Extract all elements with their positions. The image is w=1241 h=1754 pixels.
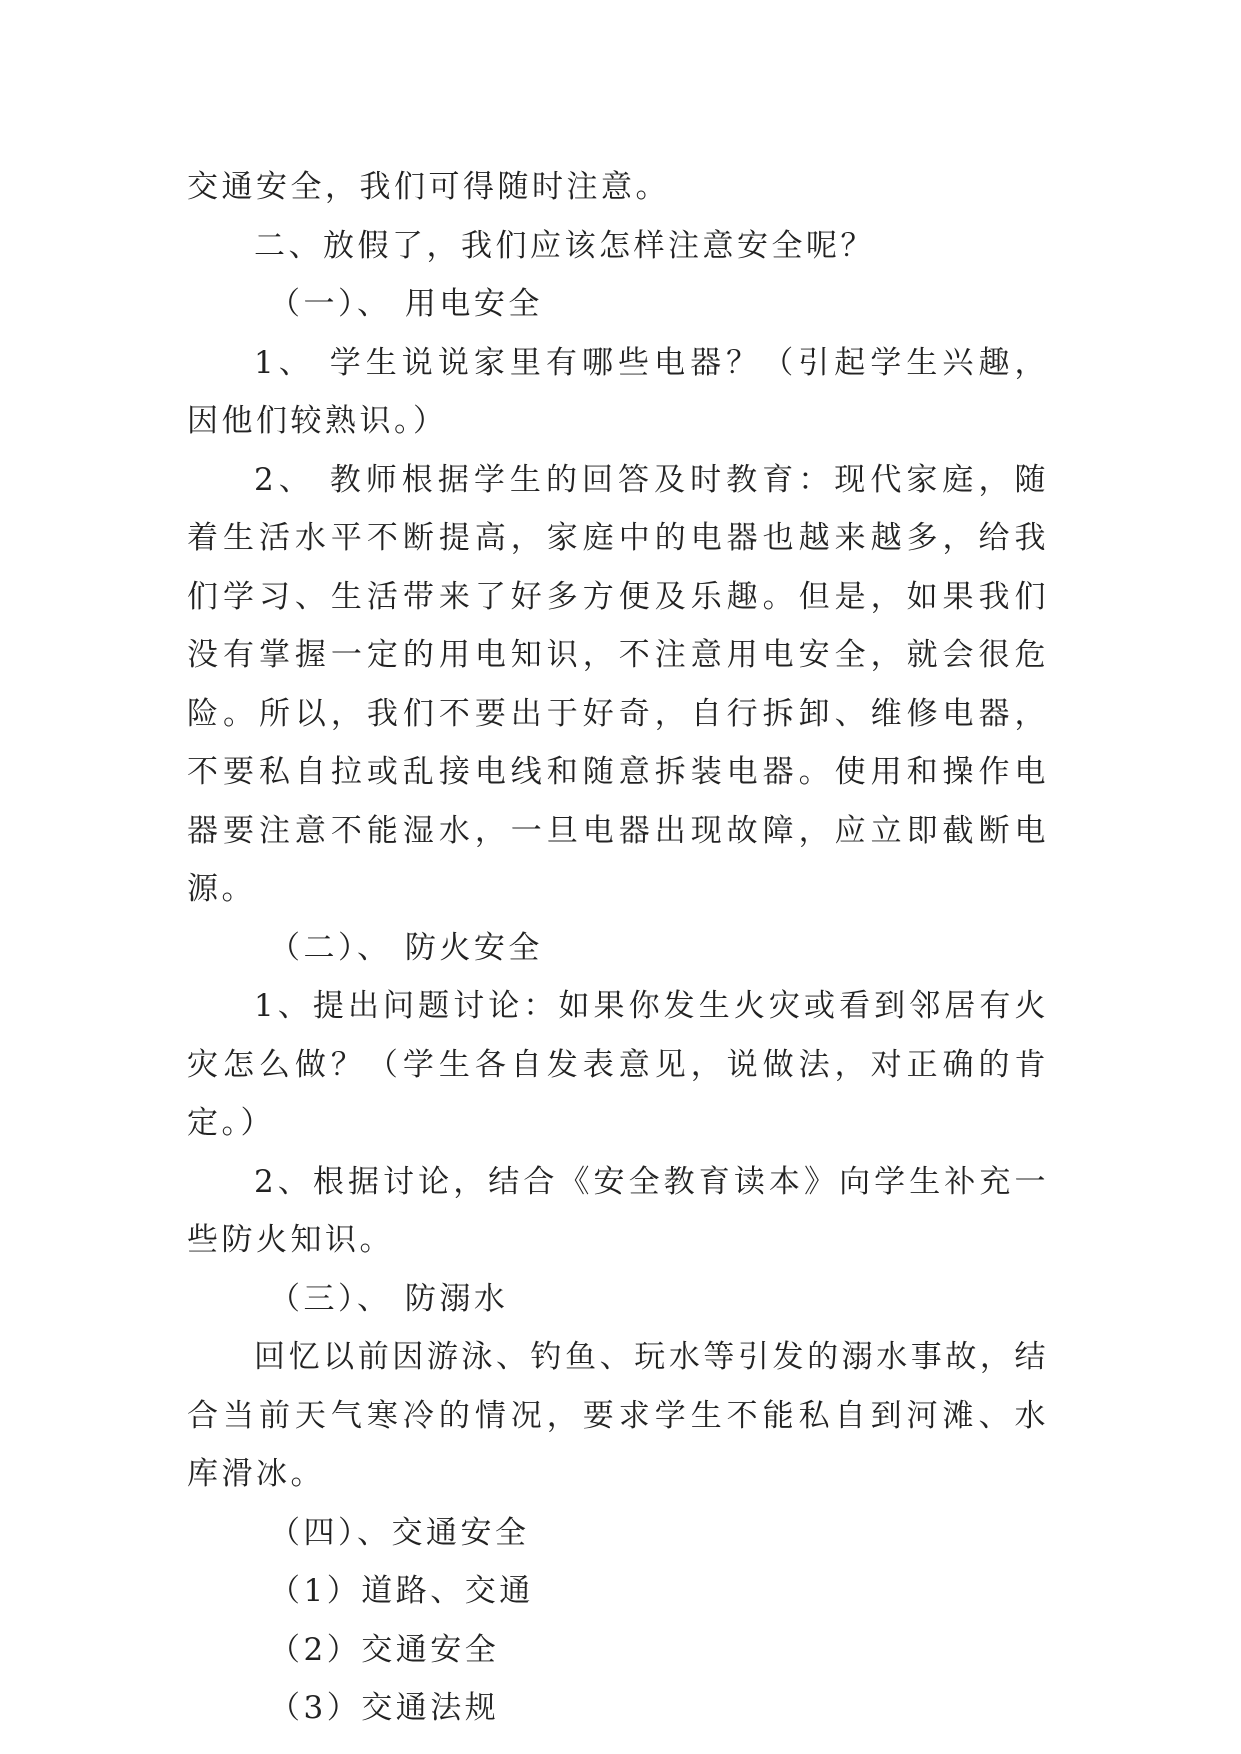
- subheading-fire-safety: （二）、 防火安全: [269, 929, 543, 966]
- list-item-traffic-safety: （2）交通安全: [269, 1631, 500, 1668]
- paragraph-drowning: 回忆以前因游泳、钓鱼、玩水等引发的溺水事故，结合当前天气寒冷的情况，要求学生不能私自到河滩、水库滑冰。: [187, 1339, 1049, 1492]
- list-item-roads-traffic: （1）道路、交通: [269, 1573, 534, 1609]
- paragraph-continued: 交通安全，我们可得随时注意。: [187, 169, 670, 205]
- paragraph-fire-item-1: 1、提出问题讨论：如果你发生火灾或看到邻居有火灾怎么做？（学生各自发表意见，说做法，对正确的肯定。）: [187, 988, 1049, 1141]
- list-item-traffic-laws: （3）交通法规: [269, 1690, 500, 1726]
- paragraph-electric-item-1: 1、 学生说说家里有哪些电器？（引起学生兴趣，因他们较熟识。）: [187, 344, 1049, 439]
- document-body: [187, 158, 1049, 1738]
- subheading-traffic-safety: （四）、交通安全: [269, 1514, 530, 1551]
- subheading-drowning-prevention: （三）、 防溺水: [269, 1280, 509, 1317]
- paragraph-fire-item-2: 2、根据讨论，结合《安全教育读本》向学生补充一些防火知识。: [187, 1163, 1049, 1258]
- subheading-electric-safety: （一）、 用电安全: [269, 286, 543, 322]
- section-heading-two: 二、放假了，我们应该怎样注意安全呢？: [254, 227, 875, 264]
- paragraph-electric-item-2: 2、 教师根据学生的回答及时教育：现代家庭，随着生活水平不断提高，家庭中的电器也越来越多，给我们学习、生活带来了好多方便及乐趣。但是，如果我们没有掌握一定的用电知识，不注意用电安全，就会很危险。所以，我们不要出于好奇，自行拆卸、维修电器，不要私自拉或乱接电线和随意拆装电器。使用和操作电器要注意不能湿水，一旦电器出现故障，应立即截断电源。: [187, 461, 1049, 907]
